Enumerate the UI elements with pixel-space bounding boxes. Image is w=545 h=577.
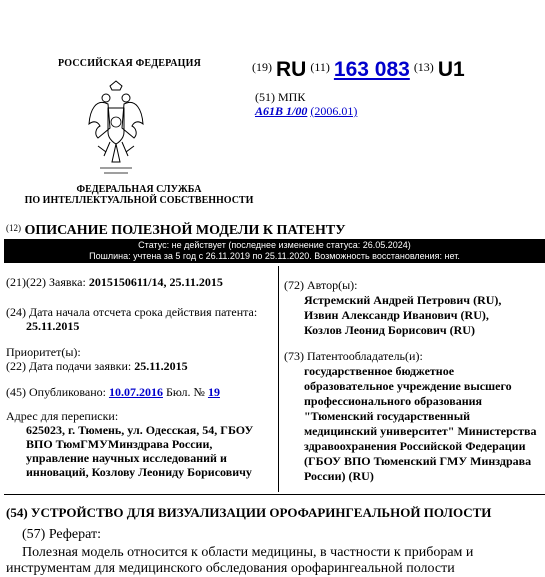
code-11: (11) bbox=[310, 60, 330, 74]
owner-line: профессионального образования bbox=[304, 394, 483, 408]
published-field: (45) Опубликовано: 10.07.2016 Бюл. № 19 bbox=[6, 385, 220, 399]
owner-line: (ГБОУ ВПО Тюменский ГМУ Минздрава bbox=[304, 454, 532, 468]
agency-name: ФЕДЕРАЛЬНАЯ СЛУЖБА ПО ИНТЕЛЛЕКТУАЛЬНОЙ СОБСТВЕННОСТИ bbox=[24, 184, 254, 206]
mpk-classification bbox=[255, 104, 357, 119]
mpk-label: (51) МПК bbox=[255, 90, 306, 104]
mpk-year-link[interactable]: (2006.01) bbox=[310, 104, 358, 118]
status-line: Статус: не действует (последнее изменение статуса: 26.05.2024) bbox=[138, 240, 411, 250]
term-label: (24) Дата начала отсчета срока действия патента: bbox=[6, 305, 258, 319]
address-line: 625023, г. Тюмень, ул. Одесская, 54, ГБОУ bbox=[26, 423, 254, 437]
owner-line: России) (RU) bbox=[304, 469, 374, 483]
code-19: (19) bbox=[252, 60, 272, 74]
abstract-text: Полезная модель относится к области медицины, в частности к приборам и инструментам для медицинского обследования орофарингеальной полости bbox=[6, 545, 474, 576]
document-title: $^{(12)}$ ОПИСАНИЕ ПОЛЕЗНОЙ МОДЕЛИ К ПАТЕНТУ bbox=[6, 223, 346, 238]
owner-line: образовательное учреждение высшего bbox=[304, 379, 512, 393]
coat-of-arms-emblem bbox=[86, 80, 146, 180]
section-divider bbox=[4, 494, 545, 495]
address-line: управление научных исследований и bbox=[26, 451, 227, 465]
term-value: 25.11.2015 bbox=[26, 319, 80, 333]
owner-label: (73) Патентообладатель(и): bbox=[284, 349, 423, 363]
author-item: Извин Александр Иванович (RU), bbox=[304, 308, 489, 322]
owner-line: государственное бюджетное bbox=[304, 364, 455, 378]
code-13: (13) bbox=[413, 60, 434, 74]
abstract-label: (57) Реферат: bbox=[22, 527, 101, 542]
application-field: (21)(22) Заявка: 2015150611/14, 25.11.2015 bbox=[6, 275, 223, 289]
address-label: Адрес для переписки: bbox=[6, 409, 119, 423]
owner-line: медицинский университет" Министерства bbox=[304, 424, 537, 438]
column-divider bbox=[278, 266, 279, 492]
priority-label: Приоритет(ы): bbox=[6, 345, 81, 359]
fee-line: Пошлина: учтена за 5 год с 26.11.2019 по 25.11.2020. Возможность восстановления: нет. bbox=[89, 251, 460, 261]
address-line: инноваций, Козлову Леониду Борисовичу bbox=[26, 465, 252, 479]
mpk-code-link[interactable]: A61B 1/00 bbox=[255, 104, 308, 118]
country-name: РОССИЙСКАЯ ФЕДЕРАЦИЯ bbox=[58, 58, 202, 69]
owner-line: "Тюменский государственный bbox=[304, 409, 471, 423]
authors-label: (72) Автор(ы): bbox=[284, 278, 358, 292]
author-item: Козлов Леонид Борисович (RU) bbox=[304, 323, 475, 337]
kind-code: U1 bbox=[437, 58, 465, 81]
model-title: (54) УСТРОЙСТВО ДЛЯ ВИЗУАЛИЗАЦИИ ОРОФАРИНГЕАЛЬНОЙ ПОЛОСТИ bbox=[6, 505, 492, 520]
patent-number-link[interactable]: 163 083 bbox=[333, 58, 410, 81]
patent-number-line bbox=[252, 58, 465, 88]
bulletin-link[interactable]: 19 bbox=[207, 385, 220, 399]
address-line: ВПО ТюмГМУМинздрава России, bbox=[26, 437, 213, 451]
status-bar bbox=[4, 239, 545, 263]
country-code: RU bbox=[276, 58, 307, 81]
published-date-link[interactable]: 10.07.2016 bbox=[108, 385, 163, 399]
owner-line: здравоохранения Российской Федерации bbox=[304, 439, 526, 453]
author-item: Ястремский Андрей Петрович (RU), bbox=[304, 293, 502, 307]
filing-date: (22) Дата подачи заявки: 25.11.2015 bbox=[6, 359, 188, 373]
